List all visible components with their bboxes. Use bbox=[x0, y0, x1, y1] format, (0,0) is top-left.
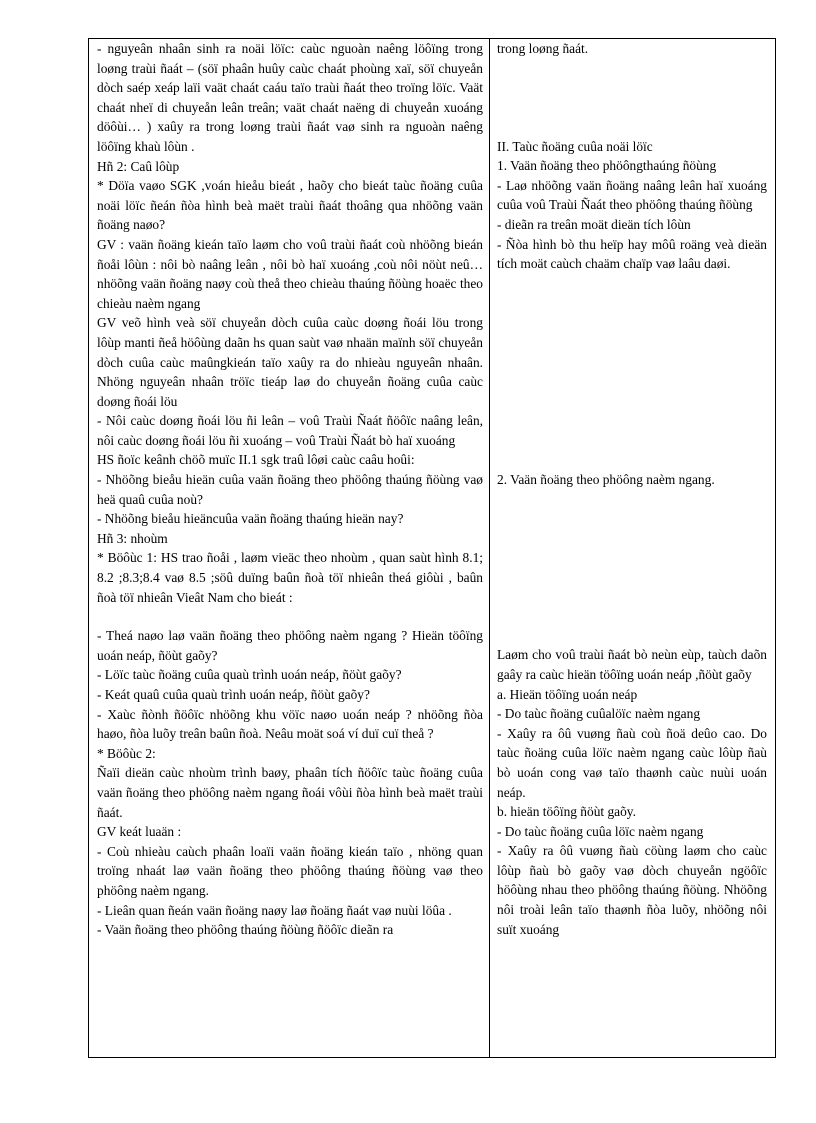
folding-cause: - Do taùc ñoäng cuûalöïc naèm ngang bbox=[497, 706, 701, 722]
left-column bbox=[89, 39, 490, 1057]
section-ii-heading: II. Taùc ñoäng cuûa noäi löïc bbox=[497, 138, 653, 154]
subsection-2-heading: 2. Vaän ñoäng theo phöông naèm ngang. bbox=[497, 471, 715, 487]
teacher-note-convection: GV veõ hình veà söï chuyeån dòch cuûa caùc doøng ñoái löu trong lôùp manti ñeå höôùng daãn hs quan saùt vaø nhaän maïnh söï chuyeån dòch cuûa caùc maûngkieán taïo xaûy ra do nhieàu nguyeân nhaân. Nhöng nguyeân nhaân tröïc tieáp laø do chuyeån ñoäng cuûa caùc doøng ñoái löu bbox=[97, 315, 483, 409]
activity-3-heading: Hñ 3: nhoùm bbox=[97, 530, 168, 546]
folding-description: - Xaûy ra ôû vuøng ñaù coù ñoä deûo cao. Do taùc ñoäng cuûa löïc naèm ngang caùc lôùp ñaù bò uoán cong vaø taïo thaønh caùc nuùi uoán neáp. bbox=[497, 725, 767, 800]
folding-heading: a. Hieän töôïng uoán neáp bbox=[497, 686, 638, 702]
step-1-text: * Böôùc 1: HS trao ñoåi , laøm vieäc theo nhoùm , quan saùt hình 8.1; 8.2 ;8.3;8.4 vaø 8.5 ;söû duïng baûn ñoà töï nhieân theá giôùi , baûn ñoà töï nhieân Vieât Nam cho bieát : bbox=[97, 550, 483, 605]
student-reading-task: HS ñoïc keânh chöõ muïc II.1 sgk traû lôøi caùc caâu hoûi: bbox=[97, 452, 415, 468]
faulting-heading: b. hieän töôïng ñöùt gaõy. bbox=[497, 804, 636, 820]
faulting-cause: - Do taùc ñoäng cuûa löïc naèm ngang bbox=[497, 823, 704, 839]
question-result: - Keát quaû cuûa quaù trình uoán neáp, ñöùt gaõy? bbox=[97, 687, 370, 702]
question-locate: - Xaùc ñònh ñöôïc nhöõng khu vöïc naøo uoán neáp ? nhöõng ñòa haøo, ñòa luõy treân baûn ñoà. Neâu moät soá ví duï cuï theå ? bbox=[97, 706, 483, 742]
activity-2-heading: Hñ 2: Caû lôùp bbox=[97, 158, 180, 174]
question-internal-force: * Döïa vaøo SGK ,voán hieåu bieát , haõy cho bieát taùc ñoäng cuûa noäi löïc ñeán ñòa hình beà maët traùi ñaát thoâng qua nhöõng vaän ñoäng naøo? bbox=[97, 178, 483, 233]
teacher-note-tectonics: GV : vaän ñoäng kieán taïo laøm cho voû traùi ñaát coù nhöõng bieán ñoåi lôùn : nôi bò naâng leân , nôi bò haï xuoáng ,coù nôi nöùt neû…nhöõng vaän ñoäng naøy coù theå theo chieàu thaúng ñöùng hoaëc theo chieàu naèm ngang bbox=[97, 236, 483, 311]
faulting-description: - Xaûy ra ôû vuøng ñaù cöùng laøm cho caùc lôùp ñaù bò gaõy vaø dòch chuyeån ngöôïc höôùng nhau theo phöông thaúng ñöùng. Nhöõng nôi troài leân taïo thaønh ñòa luõy, nhöõng nôi suït xuoáng bbox=[497, 843, 767, 937]
step-2-text: Ñaïi dieän caùc nhoùm trình baøy, phaân tích ñöôïc taùc ñoäng cuûa vaän ñoäng theo phöông naèm ngang ñoái vôùi ñòa hình beà maët traùi ñaát. bbox=[97, 765, 483, 820]
horizontal-effect: Laøm cho voû traùi ñaát bò neùn eùp, taùch daõn gaây ra caùc hieän töôïng uoán neáp ,ñöùt gaõy bbox=[497, 647, 767, 682]
conclusion-vertical: - Vaän ñoäng theo phöông thaúng ñöùng ñöôïc dieãn ra bbox=[97, 922, 394, 938]
question-horizontal: - Theá naøo laø vaän ñoäng theo phöông naèm ngang ? Hieän töôïng uoán neáp, ñöùt gaõy? bbox=[97, 628, 483, 663]
question-vertical-signs: - Nhöõng bieåu hieän cuûa vaän ñoäng theo phöông thaúng ñöùng vaø heä quaû cuûa noù? bbox=[97, 472, 483, 507]
vertical-definition: - Laø nhöõng vaän ñoäng naâng leân haï xuoáng cuûa voû Traùi Ñaát theo phöông thaúng ñöùng bbox=[497, 177, 767, 213]
vertical-terrain: - Ñòa hình bò thu heïp hay môû roäng veà dieän tích moät caùch chaäm chaïp vaø laâu daøi. bbox=[497, 236, 767, 272]
teacher-conclusion-heading: GV keát luaän : bbox=[97, 824, 182, 840]
conclusion-classification: - Coù nhieàu caùch phaân loaïi vaän ñoäng kieán taïo , nhöng quan troïng nhaát laø vaän ñoäng theo phöông thaúng ñöùng vaø theo phöông naèm ngang. bbox=[97, 843, 483, 898]
paragraph-causes: - nguyeân nhaân sinh ra noäi löïc: caùc nguoàn naêng löôïng trong loøng traùi ñaát – (söï phaân huûy caùc chaát phoùng xaï, söï chuyeån dòch saép xeáp laïi vaät chaát caáu taïo traùi ñaát theo troïng löïc. Vaät chaát nheï di chuyeån leân treân; vaät chaát naëng di chuyeån xuoáng döôùi… ) xaûy ra trong loøng traùi ñaát vaø sinh ra nguoàn naêng löôïng khaù lôùn . bbox=[97, 41, 483, 154]
step-2-heading: * Böôùc 2: bbox=[97, 745, 156, 761]
vertical-area: - dieãn ra treân moät dieän tích lôùn bbox=[497, 216, 691, 232]
question-current-signs: - Nhöõng bieåu hieäncuûa vaän ñoäng thaúng hieän nay? bbox=[97, 511, 404, 527]
question-force: - Löïc taùc ñoäng cuûa quaù trình uoán neáp, ñöùt gaõy? bbox=[97, 667, 402, 683]
subsection-1-heading: 1. Vaän ñoäng theo phöôngthaúng ñöùng bbox=[497, 158, 717, 174]
convection-explanation: - Nôi caùc doøng ñoái löu ñi leân – voû Traùi Ñaát ñöôïc naâng leân, nôi caùc doøng ñoái löu ñi xuoáng – voû Traùi Ñaát bò haï xuoáng bbox=[97, 413, 483, 448]
document-table bbox=[88, 38, 776, 1058]
conclusion-earthquake: - Lieân quan ñeán vaän ñoäng naøy laø ñoäng ñaát vaø nuùi löûa . bbox=[97, 902, 452, 918]
right-column bbox=[490, 39, 775, 1057]
continued-text: trong loøng ñaát. bbox=[497, 41, 589, 56]
